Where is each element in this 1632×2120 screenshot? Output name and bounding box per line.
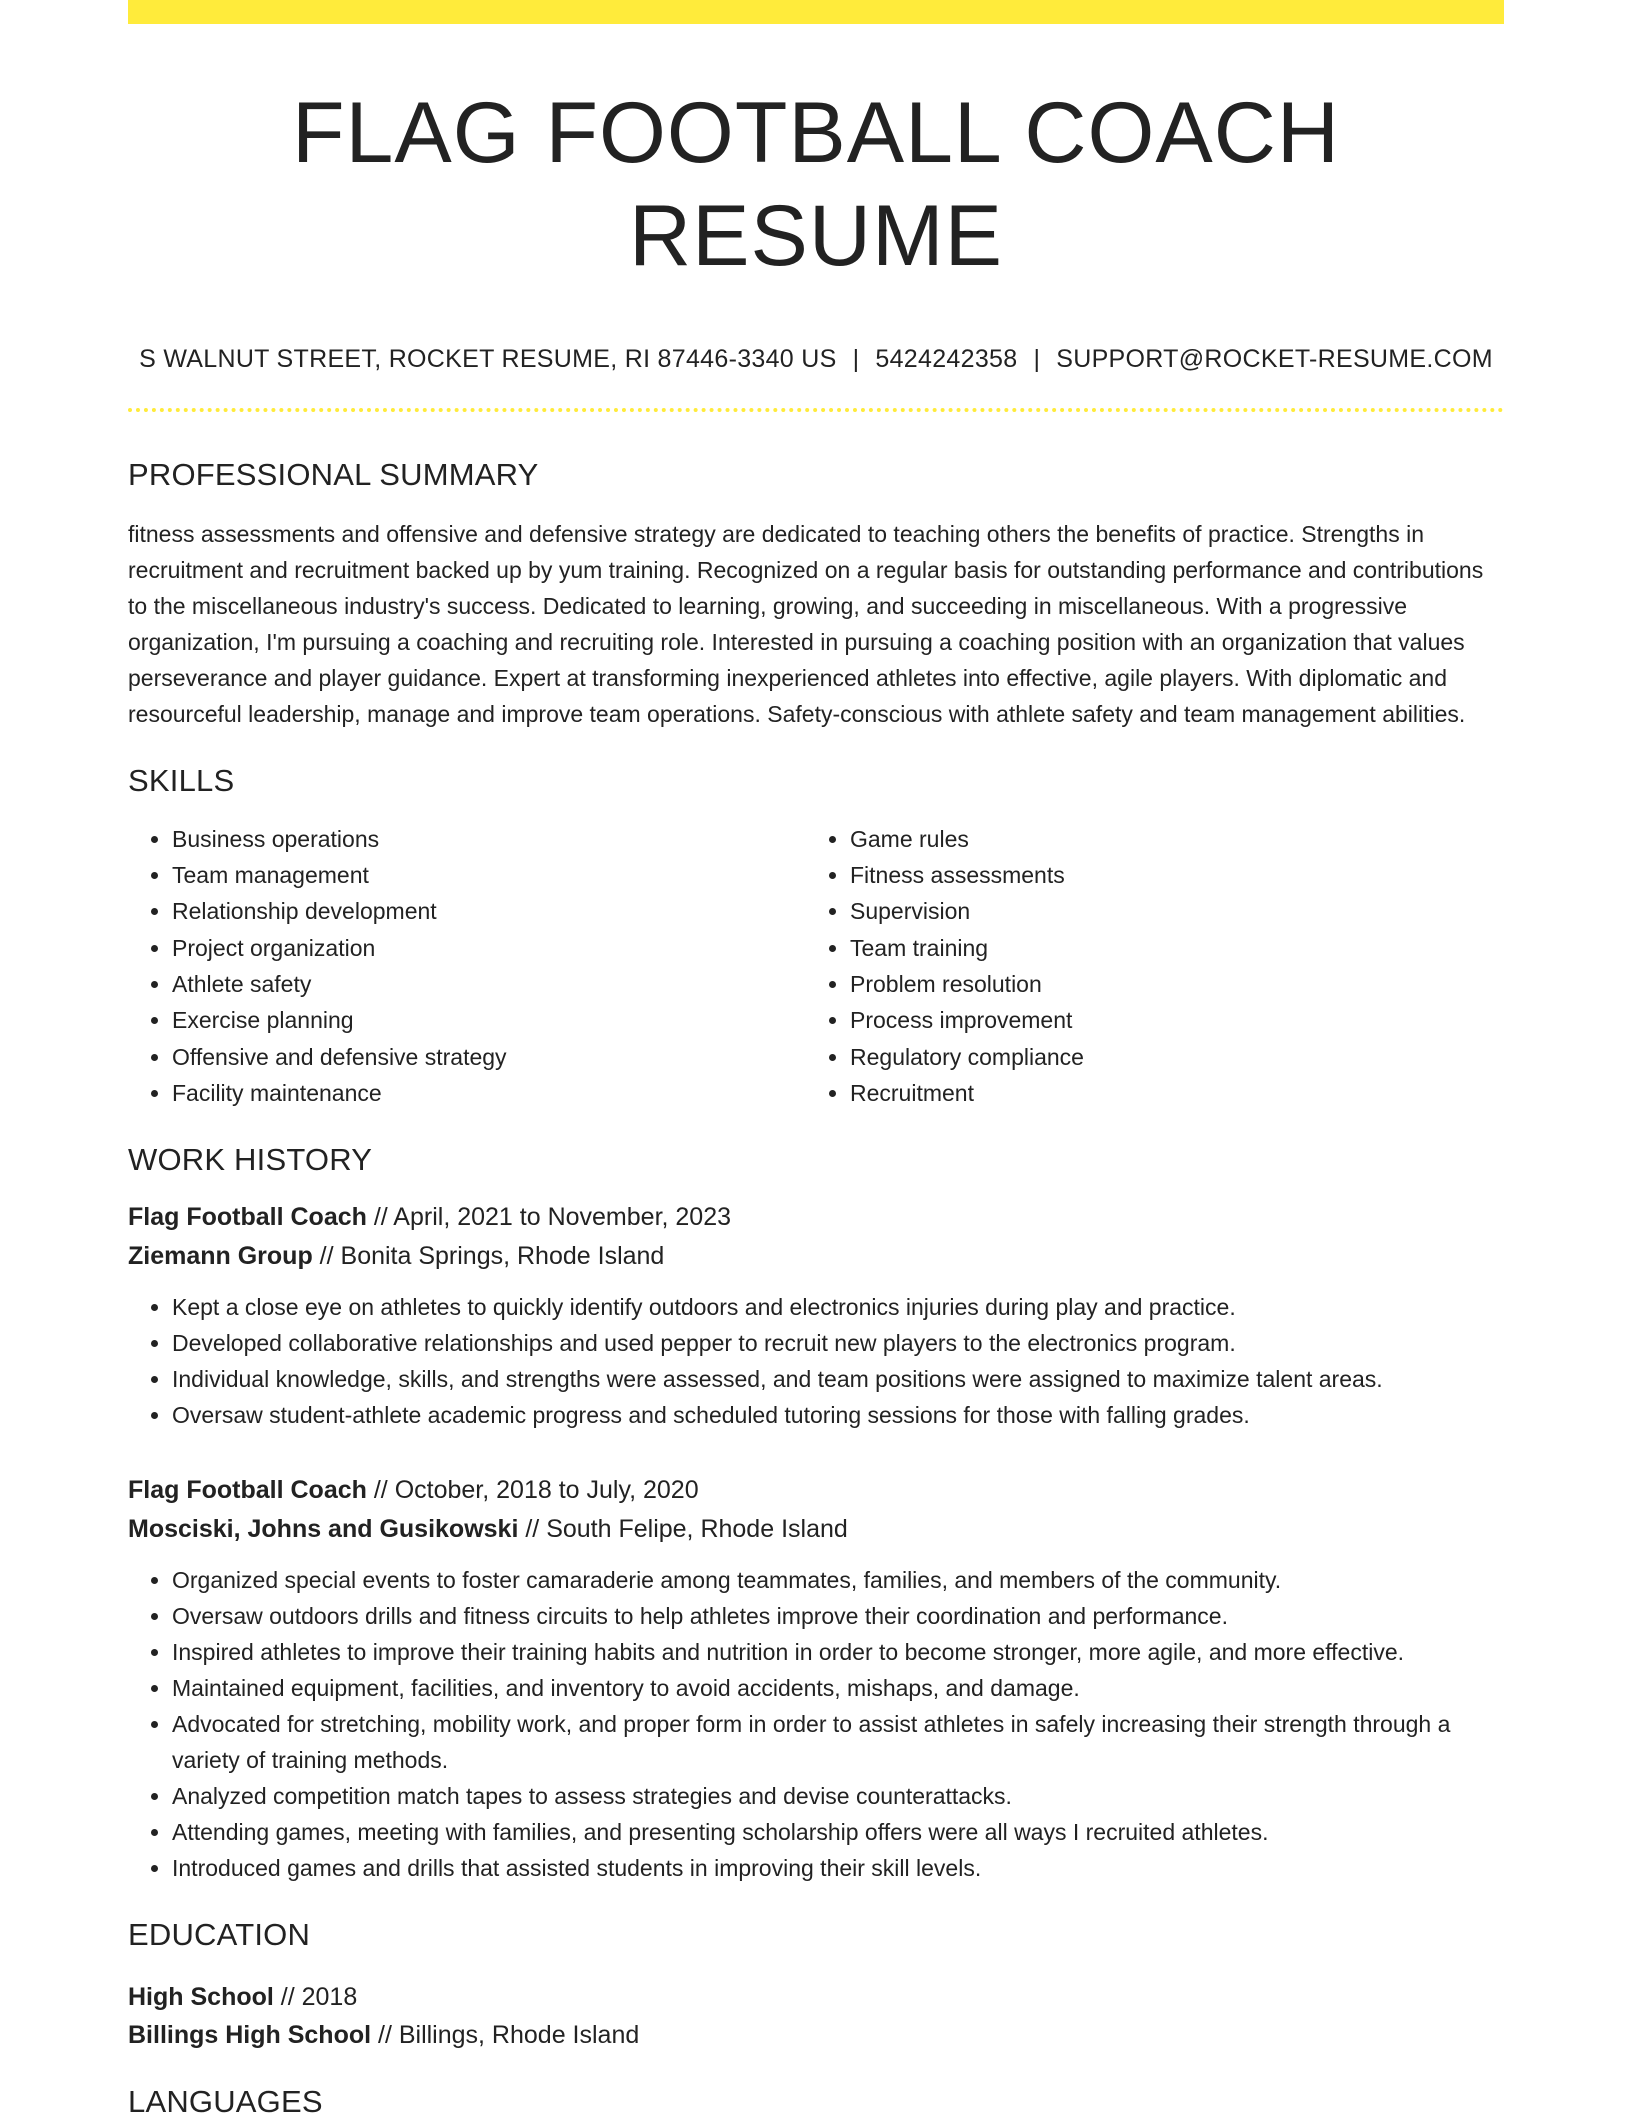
education-heading: EDUCATION — [128, 1917, 311, 1953]
job-role: Flag Football Coach — [128, 1203, 367, 1232]
skill-item: • Exercise planning — [172, 1002, 806, 1038]
skills-grid — [128, 821, 1504, 1111]
education-school-line — [128, 2016, 1504, 2055]
job-entry-header — [128, 1471, 1504, 1548]
skill-item: • Team training — [850, 930, 1484, 966]
job-bullet: • Introduced games and drills that assisted students in improving their skill levels. — [172, 1850, 1504, 1886]
skill-item: • Regulatory compliance — [850, 1039, 1484, 1075]
job-bullet: • Maintained equipment, facilities, and inventory to avoid accidents, mishaps, and damage. — [172, 1670, 1504, 1706]
resume-title: FLAG FOOTBALL COACH RESUME — [291, 85, 1341, 285]
contact-separator: | — [852, 345, 860, 374]
education-location: // Billings, Rhode Island — [371, 2021, 640, 2049]
skill-item: • Process improvement — [850, 1002, 1484, 1038]
skills-heading: SKILLS — [128, 762, 235, 798]
job-bullet: • Organized special events to foster camaraderie among teammates, families, and members of the community. — [172, 1562, 1504, 1598]
job-company-line — [128, 1510, 1504, 1549]
skill-item: • Game rules — [850, 821, 1484, 857]
skills-column-left — [128, 821, 806, 1111]
job-entry-header — [128, 1198, 1504, 1275]
languages-heading: LANGUAGES — [128, 2083, 323, 2119]
job-dates: // April, 2021 to November, 2023 — [366, 1203, 732, 1232]
skills-column-right — [806, 821, 1484, 1111]
skill-item: • Fitness assessments — [850, 857, 1484, 893]
job-bullet-list — [128, 1562, 1504, 1886]
education-degree-line — [128, 1978, 1504, 2017]
job-bullet: • Attending games, meeting with families, and presenting scholarship offers were all ways I recruited athletes. — [172, 1814, 1504, 1850]
header-divider — [128, 408, 1504, 412]
education-entry — [128, 1978, 1504, 2055]
education-year: // 2018 — [273, 1982, 358, 2011]
resume-page — [128, 0, 1504, 2120]
job-company-line — [128, 1237, 1504, 1276]
job-bullet: • Kept a close eye on athletes to quickly identify outdoors and electronics injuries during play and practice. — [172, 1289, 1504, 1325]
summary-text: fitness assessments and offensive and defensive strategy are dedicated to teaching others the benefits of practice. Strengths in recruitment and recruitment backed up by yum training. Recognized on a regular basis for outstanding performance and contributions to the miscellaneous industry's success. Dedicated to learning, growing, and succeeding in miscellaneous. With a progressive organization, I'm pursuing a coaching and recruiting role. Interested in pursuing a coaching position with an organization that values perseverance and player guidance. Expert at transforming inexperienced athletes into effective, agile players. With diplomatic and resourceful leadership, manage and improve team operations. Safety-conscious with athlete safety and team management abilities. — [128, 520, 1484, 727]
contact-line — [128, 344, 1504, 374]
job-location: // South Felipe, Rhode Island — [518, 1514, 848, 1543]
contact-email: SUPPORT@ROCKET-RESUME.COM — [1056, 345, 1493, 374]
contact-address: S WALNUT STREET, ROCKET RESUME, RI 87446-3340 US — [139, 345, 837, 374]
job-role: Flag Football Coach — [128, 1476, 367, 1505]
skill-item: • Athlete safety — [172, 966, 806, 1002]
work-history-heading: WORK HISTORY — [128, 1142, 373, 1178]
job-location: // Bonita Springs, Rhode Island — [312, 1241, 665, 1270]
contact-separator: | — [1033, 345, 1041, 374]
job-bullet: • Developed collaborative relationships and used pepper to recruit new players to the electronics program. — [172, 1325, 1504, 1361]
skill-item: • Business operations — [172, 821, 806, 857]
skill-item: • Supervision — [850, 893, 1484, 929]
skill-item: • Problem resolution — [850, 966, 1484, 1002]
skill-item: • Team management — [172, 857, 806, 893]
job-bullet: • Oversaw student-athlete academic progress and scheduled tutoring sessions for those with falling grades. — [172, 1397, 1504, 1433]
job-bullet-list — [128, 1289, 1504, 1433]
job-dates: // October, 2018 to July, 2020 — [366, 1476, 699, 1505]
job-bullet: • Analyzed competition match tapes to assess strategies and devise counterattacks. — [172, 1778, 1504, 1814]
job-role-line — [128, 1198, 1504, 1237]
skill-item: • Project organization — [172, 930, 806, 966]
contact-phone: 5424242358 — [875, 345, 1018, 374]
job-bullet: • Inspired athletes to improve their training habits and nutrition in order to become stronger, more agile, and more effective. — [172, 1634, 1504, 1670]
job-bullet: • Individual knowledge, skills, and strengths were assessed, and team positions were assigned to maximize talent areas. — [172, 1361, 1504, 1397]
skill-item: • Relationship development — [172, 893, 806, 929]
education-school: Billings High School — [128, 2021, 372, 2049]
skill-item: • Recruitment — [850, 1075, 1484, 1111]
skill-item: • Facility maintenance — [172, 1075, 806, 1111]
job-company: Ziemann Group — [128, 1241, 313, 1270]
summary-heading: PROFESSIONAL SUMMARY — [128, 457, 539, 493]
skill-item: • Offensive and defensive strategy — [172, 1039, 806, 1075]
job-role-line — [128, 1471, 1504, 1510]
job-bullet: • Oversaw outdoors drills and fitness circuits to help athletes improve their coordination and performance. — [172, 1598, 1504, 1634]
education-degree: High School — [128, 1982, 274, 2011]
job-bullet: • Advocated for stretching, mobility work, and proper form in order to assist athletes in safely increasing their strength through a variety of training methods. — [172, 1706, 1504, 1778]
top-accent-bar — [128, 0, 1504, 24]
job-company: Mosciski, Johns and Gusikowski — [128, 1514, 519, 1543]
